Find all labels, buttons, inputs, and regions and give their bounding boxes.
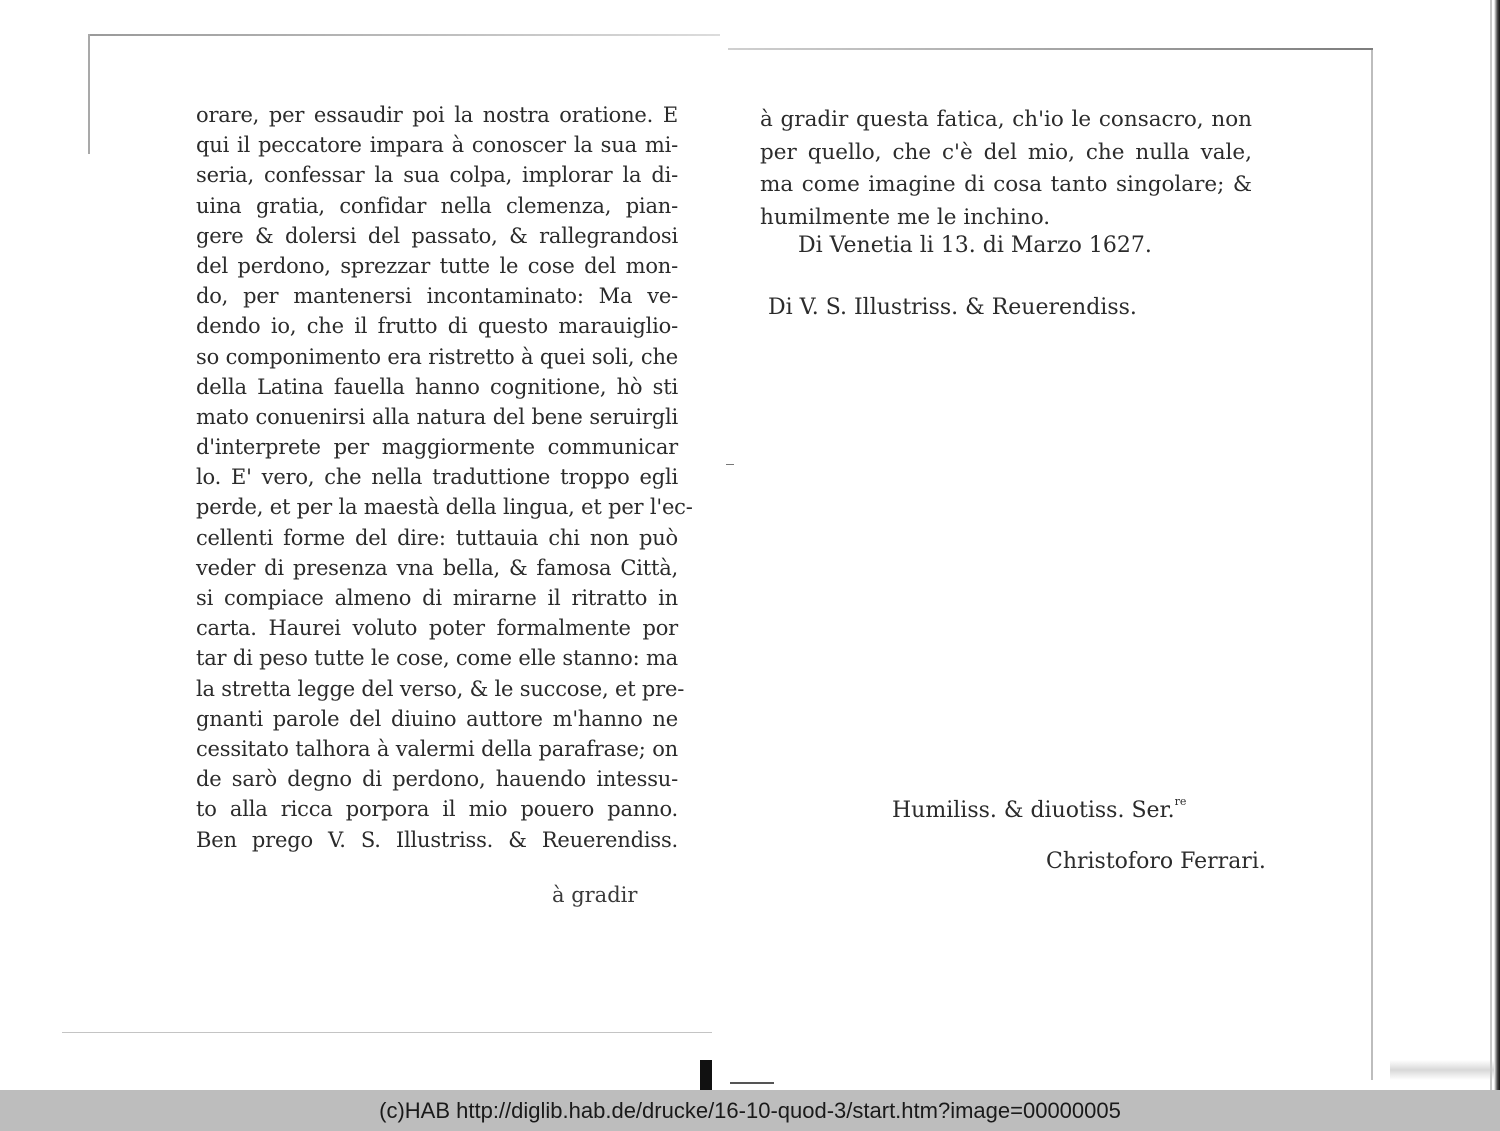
scan-corner-shadow: [1390, 1060, 1500, 1080]
left-line: de sarò degno di perdono, hauendo intessu-: [196, 767, 678, 792]
left-page-text: [196, 100, 693, 920]
left-line: si compiace almeno di mirarne il ritratto in: [196, 586, 678, 610]
right-line: ma come imagine di cosa tanto singolare; &: [760, 172, 1252, 197]
scan-edge-shadow: [1494, 0, 1500, 1090]
right-line: humilmente me le inchino.: [760, 204, 1051, 230]
left-page-bottom-edge: [62, 1032, 712, 1033]
left-line: cellenti forme del dire: tuttauia chi non può: [196, 525, 678, 550]
left-line: del perdono, sprezzar tutte le cose del mon-: [196, 253, 678, 278]
right-line: à gradir questa fatica, ch'io le consacro, non: [760, 107, 1252, 132]
left-line: qui il peccatore impara à conoscer la sua mi-: [196, 133, 678, 158]
left-line: tar di peso tutte le cose, come elle stanno: ma: [196, 646, 678, 671]
closing-text: Humiliss. & diuotiss. Ser.: [892, 798, 1175, 823]
closing-formula: [892, 786, 1186, 827]
left-line: cessitato talhora à valermi della parafrase; on: [196, 736, 678, 761]
left-line: seria, confessar la sua colpa, implorar la di-: [196, 163, 678, 188]
left-line: d'interprete per maggiormente communicar: [196, 435, 678, 460]
left-line: dendo io, che il frutto di questo marauiglio-: [196, 314, 678, 339]
left-line: la stretta legge del verso, & le succose, et pre-: [196, 676, 685, 701]
copyright-footer: [0, 1090, 1500, 1131]
ink-speck: [726, 464, 734, 465]
left-line: orare, per essaudir poi la nostra oratione. E: [196, 103, 678, 127]
left-line: gere & dolersi del passato, & rallegrandosi: [196, 223, 678, 248]
left-page-top-edge: [90, 34, 720, 36]
left-line: perde, et per la maestà della lingua, et per l'ec-: [196, 495, 693, 520]
right-page-text: [760, 104, 1252, 234]
right-page-top-edge: [728, 48, 1373, 50]
gutter-mark: [700, 1060, 712, 1090]
closing-superscript: re: [1174, 795, 1187, 808]
left-line: uina gratia, confidar nella clemenza, pian-: [196, 193, 678, 218]
gutter-line: [730, 1082, 774, 1084]
left-line: carta. Haurei voluto poter formalmente por: [196, 616, 678, 641]
left-line: veder di presenza vna bella, & famosa Città,: [196, 555, 678, 580]
scan-edge-line: [1490, 0, 1492, 1090]
signature: Christoforo Ferrari.: [1046, 849, 1266, 874]
left-line: mato conuenirsi alla natura del bene seruirgli: [196, 404, 678, 429]
left-line: to alla ricca porpora il mio pouero panno.: [196, 797, 678, 822]
left-page-side-edge: [88, 34, 90, 154]
copyright-url: (c)HAB http://diglib.hab.de/drucke/16-10-quod-3/start.htm?image=00000005: [379, 1097, 1121, 1123]
left-line: do, per mantenersi incontaminato: Ma ve-: [196, 284, 678, 309]
catchword: à gradir: [552, 883, 638, 907]
salutation: Di V. S. Illustriss. & Reuerendiss.: [768, 295, 1137, 320]
left-line: della Latina fauella hanno cognitione, hò sti: [196, 374, 678, 399]
right-line: per quello, che c'è del mio, che nulla vale,: [760, 139, 1252, 165]
left-line: so componimento era ristretto à quei soli, che: [196, 344, 678, 369]
left-line: Ben prego V. S. Illustriss. & Reuerendiss.: [196, 827, 678, 852]
left-line: lo. E' vero, che nella traduttione troppo egli: [196, 465, 678, 490]
left-line: gnanti parole del diuino auttore m'hanno ne: [196, 706, 678, 731]
dateline: Di Venetia li 13. di Marzo 1627.: [798, 233, 1152, 258]
right-page-side-edge: [1371, 50, 1373, 1080]
